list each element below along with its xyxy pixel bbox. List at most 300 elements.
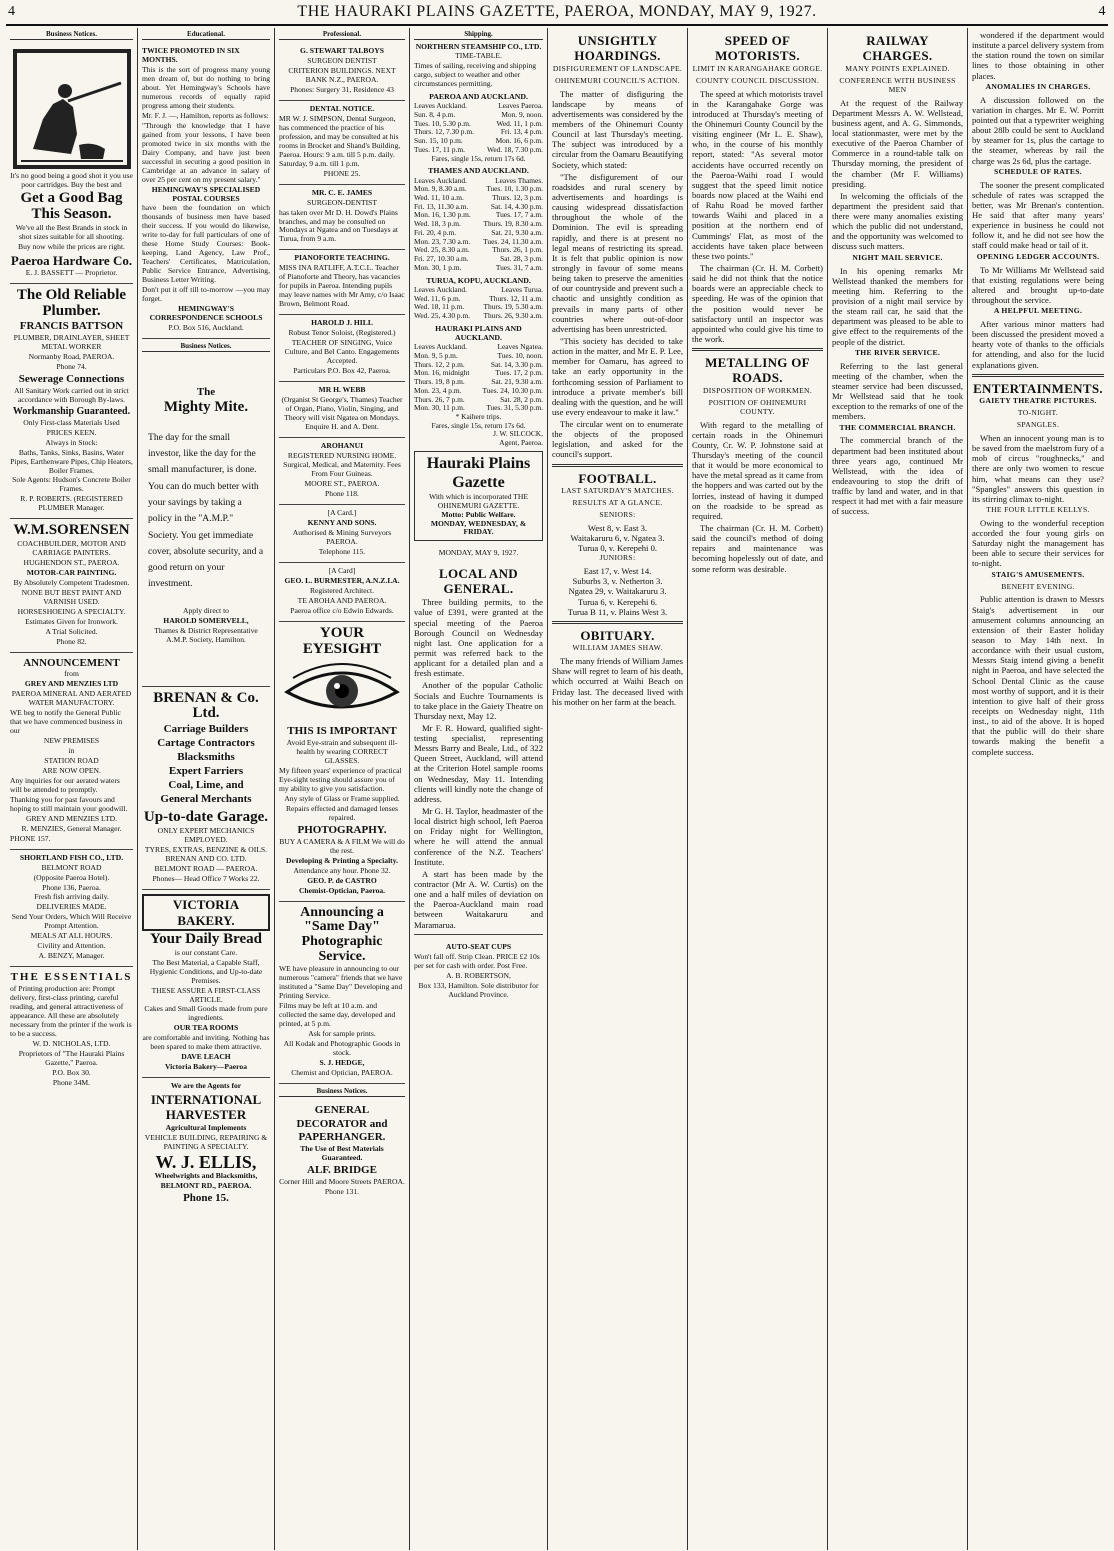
route-header-cell: Leaves Auckland.: [414, 284, 467, 294]
brenan-tyres: TYRES, EXTRAS, BENZINE & OILS.: [144, 844, 268, 854]
speed-body: [692, 89, 823, 345]
shortland-opp: (Opposite Paeroa Hotel).: [33, 872, 110, 882]
route-cell: Mon. 23, 4 p.m.: [414, 385, 462, 395]
route-cell: Mon. 16, 1.30 p.m.: [414, 210, 471, 220]
route-cell: Thurs. 26, 1 p.m.: [492, 245, 543, 255]
gazette-days: MONDAY, WEDNESDAY, & FRIDAY.: [430, 518, 527, 537]
piano-head: PIANOFORTE TEACHING.: [294, 253, 390, 263]
sorensen-trade: COACHBUILDER, MOTOR AND CARRIAGE PAINTERS.: [17, 539, 126, 557]
amp-body: The day for the small investor, like the day for the small manufacturer, is done. You can do much better with your savings by taking a policy in the "A.M.P." Society. You get immediate cover, absolute security, and a good return on your investment.: [148, 431, 264, 590]
route-header-cell: Leaves Ngatea.: [497, 342, 543, 352]
sorensen-tradesmen: By Absolutely Competent Tradesmen.: [13, 577, 130, 587]
speed-sub2: COUNTY COUNCIL DISCUSSION.: [695, 75, 820, 85]
kenny-card: [A Card.]: [327, 508, 357, 518]
tonight: TO-NIGHT.: [1017, 408, 1059, 418]
plumber-prices: PRICES KEEN.: [46, 427, 97, 437]
gm-sign: GREY AND MENZIES LTD.: [26, 813, 117, 823]
eyesight-dev: Developing & Printing a Specialty.: [285, 855, 398, 865]
hemingway-postal: HEMINGWAY'S SPECIALISED POSTAL COURSES: [151, 184, 261, 203]
eyesight-head: YOUR EYESIGHT: [302, 624, 382, 657]
helpful-body: After various minor matters had been discussed the president moved a hearty vote of thanks to the officials for attending, and also for the lucid explanations given.: [972, 319, 1104, 370]
gm-premises: NEW PREMISES: [43, 736, 100, 746]
hemingway-p3: have been the foundation on which thousands of business men have based their success. If you would do likewise, write to-day for full particulars of one of these Home Study Courses: Book-keeping, Land Agency, Law Prof., Teachers' Certificates, Matriculation, Public Service Entrance, Advertising, Business Letter Writing.: [142, 203, 270, 285]
burmester-body: TE AROHA AND PAEROA.: [297, 595, 387, 605]
hedge-kodak: All Kodak and Photographic Goods in stock.: [283, 1038, 401, 1057]
route-cell: Thurs. 19, 8 p.m.: [414, 377, 465, 387]
route-cell: Wed. 25, 8.30 a.m.: [414, 245, 470, 255]
route-cell: Tues. 31, 5.30 p.m.: [486, 403, 543, 413]
plumber-address: Normanby Road, PAEROA.: [28, 352, 115, 362]
autoseat-addr: Box 133, Hamilton. Sole distributor for Auckland Province.: [418, 980, 539, 999]
plumber-trades: PLUMBER, DRAINLAYER, SHEET METAL WORKER: [13, 333, 130, 352]
route-cell: Thurs. 26, 7 p.m.: [414, 394, 465, 404]
route-cell: Tues. 17, 11 p.m.: [414, 144, 465, 154]
kellys-body: Owing to the wonderful reception accorded the four young girls on Saturday night the management has been able to secure their services for to-night.: [972, 517, 1104, 569]
route-cell: Sat. 28, 2 p.m.: [500, 394, 543, 404]
eyesight-repairs: Repairs effected and damaged lenses repaired.: [285, 803, 399, 822]
schedule-head: SCHEDULE OF RATES.: [994, 166, 1082, 176]
hemingway-head: TWICE PROMOTED IN SIX MONTHS.: [142, 46, 240, 65]
shortland-phone: Phone 136, Paeroa.: [42, 882, 101, 892]
harvester-address: BELMONT RD., PAEROA.: [160, 1181, 252, 1191]
kenny-name: KENNY AND SONS.: [307, 518, 377, 528]
river-head: THE RIVER SERVICE.: [854, 347, 941, 357]
metal-body: [692, 420, 823, 574]
hemingway-box: P.O. Box 516, Auckland.: [168, 322, 244, 332]
gazette-name: Hauraki Plains Gazette: [426, 454, 531, 491]
eyesight-style: Any style of Glass or Frame supplied.: [284, 794, 400, 803]
column-3: [275, 28, 410, 1550]
burmester-name: GEO. L. BURMESTER, A.N.Z.I.A.: [284, 576, 400, 585]
autoseat-ad: [414, 939, 543, 1005]
bakery-ad: [142, 890, 270, 1078]
result-row: West 8, v. East 3.: [587, 522, 648, 533]
harvester-vehicle: VEHICLE BUILDING, REPAIRING & PAINTING A SPECIALTY.: [144, 1132, 268, 1151]
shipping-routes: [414, 92, 543, 448]
shortland-name: SHORTLAND FISH CO., LTD.: [19, 852, 124, 862]
commercial-head: THE COMMERCIAL BRANCH.: [839, 422, 956, 432]
metal-sub2: POSITION OF OHINEMURI COUNTY.: [708, 397, 807, 416]
shortland-address: BELMONT ROAD: [41, 862, 102, 872]
route-title: PAEROA AND AUCKLAND.: [429, 92, 528, 102]
route-header-cell: Leaves Turua.: [501, 284, 543, 294]
hedge-body: WE have pleasure in announcing to our numerous "camera" friends that we have instituted a "Same Day" Developing and Printing Service.: [279, 964, 403, 1001]
sorensen-trial: A Trial Solicited.: [45, 626, 98, 636]
kenny-body: Authorised & Mining Surveyors PAEROA.: [292, 528, 392, 547]
column-6: [688, 28, 828, 1550]
commercial-body: The commercial branch of the department had been instituted about three years ago, continued Mr Wellstead, with the idea of endeavouring to stop the drift of traffic by land and water, and in that respect it had met with a fair measure of success.: [832, 435, 963, 517]
gazette-with: With which is incorporated THE OHINEMURI GAZETTE.: [428, 491, 529, 510]
route-cell: Wed. 18, 7.30 p.m.: [486, 144, 543, 154]
page-number-right: 4: [1098, 4, 1106, 19]
gm-open: ARE NOW OPEN.: [42, 766, 101, 776]
sorensen-ad: [10, 519, 133, 652]
shortland-civility: Civility and Attention.: [37, 941, 106, 951]
obituary-sub: WILLIAM JAMES SHAW.: [572, 643, 663, 653]
bridge-phone: Phone 131.: [324, 1186, 360, 1196]
plumber-name: FRANCIS BATTSON: [19, 320, 124, 333]
local-paragraph: Mr F. R. Howard, qualified sight-testing specialist, representing Messrs Barry and Beale, Ltd., of 322 Queen Street, Auckland, will attend at the Criterion Hotel sample rooms on Wednesday, May 11. Intending clients will kindly note the change of address.: [414, 722, 543, 804]
essentials-box: P.O. Box 30.: [52, 1067, 91, 1077]
anomalies-body: A discussion followed on the variation in charges. Mr E. W. Porritt pointed out that a typewriter weighing about 28lb could be sent to Auckland by steamer for 1s, plus the cartage to the steamer, whereas by rail the charge was 2s 6d, plus the cartage.: [972, 94, 1104, 166]
plumber-sewerage: Sewerage Connections: [18, 373, 125, 386]
amp-rep: Thames & District Representative A.M.P. Society, Hamilton.: [154, 625, 258, 644]
hemingway-p4: Don't put it off till to-morrow —you may forget.: [142, 285, 270, 303]
webb-ad: [279, 382, 405, 438]
section-tab-business: Business Notices.: [142, 342, 270, 352]
route-cell: Mon. 9, 8.30 a.m.: [414, 184, 467, 194]
essentials-ad: [10, 967, 133, 1092]
hoardings-body: [552, 89, 683, 460]
brenan-garage: Up-to-date Garage.: [143, 808, 269, 825]
gm-phone: PHONE 157.: [10, 833, 51, 843]
route-title: TURUA, KOPU, AUCKLAND.: [426, 275, 531, 285]
harvester-ad: [142, 1078, 270, 1210]
route-foot2: Fares, single 15s, return 17s 6d.: [431, 420, 526, 430]
route-cell: Tues. 10, 1.30 p.m.: [486, 184, 543, 194]
brenan-l6: General Merchants: [160, 792, 252, 805]
metal-paragraph: The chairman (Cr. H. M. Corbett) said the council's method of doing repairs and maintenance was becoming hopelessly out of date, and some reform was desirable.: [692, 523, 823, 574]
sorensen-address: HUGHENDON ST., PAEROA.: [23, 557, 120, 567]
plumber-ad: [10, 284, 133, 519]
route-cell: Tues. 10, noon.: [497, 350, 543, 360]
route-cell: Fri. 13, 4 p.m.: [500, 127, 543, 137]
route-agent: J. W. SILCOCK,: [493, 429, 543, 439]
bakery-body: The Best Material, a Capable Staff, Hygienic Conditions, and Up-to-date Premises.: [149, 957, 263, 985]
masthead-title: THE HAURAKI PLAINS GAZETTE, PAEROA, MONDAY, MAY 9, 1927.: [297, 3, 817, 20]
column-2: [138, 28, 275, 1550]
essentials-body: of Printing production are: Prompt delivery, first-class printing, careful reading, and general attractiveness of appearance. All these are absolutely necessary from the printer if the work is to be a success.: [10, 984, 132, 1038]
amp-apply: Apply direct to: [183, 605, 229, 615]
juniors-head: JUNIORS:: [599, 553, 636, 563]
shortland-fish: Fresh fish arriving daily.: [34, 892, 109, 902]
arohanui-phone: Phone 118.: [325, 489, 359, 499]
hoardings-paragraph: The matter of disfiguring the landscape by means of advertisements was considered by the members of the Ohinemuri County Council at last Thursday's meeting. The subject was introduced by a circular from the Oamaru Beautifying Society, which stated:: [552, 88, 683, 170]
shortland-meals: MEALS AT ALL HOURS.: [30, 931, 113, 941]
james-ad: [279, 185, 405, 251]
col8-continuation: wondered if the department would institute a parcel delivery system from the station round the town on similar lines to those obtaining in other places.: [972, 30, 1104, 81]
james-name: MR. C. E. JAMES: [311, 187, 373, 197]
helpful-head: A HELPFUL MEETING.: [993, 306, 1083, 316]
river-body: Referring to the last general meeting of the chamber, when the steamer service had been discussed, Mr Wellstead said that he took exception to the remarks of one of the members.: [832, 360, 963, 422]
route-cell: Sat. 14, 3.30 p.m.: [490, 359, 543, 369]
metal-sub: DISPOSITION OF WORKMEN.: [702, 385, 813, 395]
bakery-tea: OUR TEA ROOMS: [173, 1023, 239, 1033]
gun-ad-headline: Get a Good Bag This Season.: [20, 190, 123, 222]
simpson-body: MR W. J. SIMPSON, Dental Surgeon, has commenced the practice of his profession, and may be consulted at his rooms in Brocket and Shand's Building, Paeroa. Hours: 9 a.m. till 5 p.m. daily. Saturday, 9 a.m. till 1 p.m.: [279, 113, 401, 168]
bakery-owner: DAVE LEACH: [181, 1052, 231, 1062]
autoseat-body: Won't fall off. Strip Clean. PRICE £2 10s per set for cash with order. Post Free.: [414, 951, 540, 970]
result-row: Ngatea 29, v. Waitakaruru 3.: [568, 586, 667, 597]
hoardings-sub: DISFIGUREMENT OF LANDSCAPE.: [552, 63, 683, 73]
hoardings-paragraph: The circular went on to enumerate the objects of the proposed legislation, and asked for the council's support.: [552, 419, 683, 460]
hill-name: HAROLD J. HILL: [311, 318, 373, 328]
plumber-stock: Baths, Tanks, Sinks, Basins, Water Pipes, Earthenware Pipes, Chip Heaters, Boiler Frames.: [10, 447, 133, 475]
spangles-head: SPANGLES.: [1016, 419, 1060, 429]
anomalies-head: ANOMALIES IN CHARGES.: [985, 81, 1091, 91]
speed-paragraph: The speed at which motorists travel in the Karangahake Gorge was introduced at Thursday's meeting of the Ohinemuri County Council by the visiting engineer (Mr L. E. Shaw), who, in the course of his monthly report, stated: "As several motor accidents have occurred recently on the Paeroa-Waihi road I would suggest that the speed limit notice boards now placed at the Waihi end of Rahu Road be moved farther towards Waihi and placed in a position at the northern end of Cummings' Flat, as most of the accidents have taken place between these two points.": [692, 88, 823, 261]
brenan-road: BELMONT ROAD — PAEROA.: [154, 864, 258, 874]
bakery-sign: Victoria Bakery—Paeroa: [164, 1062, 248, 1072]
route-cell: Mon. 23, 7.30 a.m.: [414, 236, 471, 246]
eyesight-name: GEO. P. de CASTRO: [307, 875, 377, 885]
sorensen-painting: MOTOR-CAR PAINTING.: [26, 567, 117, 577]
shortland-deliveries: DELIVERIES MADE.: [36, 902, 107, 912]
brenan-mechanics: ONLY EXPERT MECHANICS EMPLOYED.: [157, 825, 255, 844]
juniors-results: [552, 566, 683, 617]
ratliff-body: MISS INA RATLIFF, A.T.C.L. Teacher of Pianoforte and Theory, has vacancies for pupils in Paeroa. Intending pupils may leave names with Mr Amy, c/o Isaac Brown, Belmont Road.: [279, 263, 405, 309]
route-cell: Tues. 24, 10.30 p.m.: [482, 385, 543, 395]
gm-station: STATION ROAD: [44, 756, 99, 766]
route-cell: Sat. 14, 4.30 p.m.: [490, 201, 543, 211]
night-mail-body: In his opening remarks Mr Wellstead thanked the members for meeting him. Referring to the provision of a night mail service by the steam rail car, he said that the department was pleased to be able to give effect to the requirements of the people of the district.: [832, 265, 963, 347]
column-7: [828, 28, 968, 1550]
speed-head: SPEED OF MOTORISTS.: [715, 33, 800, 64]
route-cell: Tues. 24, 11.30 a.m.: [483, 236, 543, 246]
route-cell: Thurs. 19, 8.30 a.m.: [483, 219, 543, 229]
hoardings-head: UNSIGHTLY HOARDINGS.: [574, 33, 661, 64]
burmester-ad: [279, 563, 405, 622]
route-agent-title: Agent, Paeroa.: [499, 438, 543, 448]
hedge-ad: [279, 902, 405, 1084]
shortland-ad: [10, 850, 133, 967]
hemingway-school: HEMINGWAY'S CORRESPONDENCE SCHOOLS: [149, 303, 263, 322]
eyesight-exp: My fifteen years' experience of practical Eye-sight testing should assure you of my ability to give you satisfaction.: [279, 766, 402, 794]
route-cell: Tues. 31, 7 a.m.: [495, 262, 543, 272]
result-row: Turua B 11, v. Plains West 3.: [567, 606, 668, 617]
sorensen-phone: Phone 82.: [56, 636, 87, 646]
route-cell: Wed. 25, 4.30 p.m.: [414, 311, 471, 320]
hedge-title: Chemist and Optician, PAEROA.: [291, 1067, 393, 1077]
local-paragraph: Another of the popular Catholic Socials and Euchre Tournaments is to take place in the Gaiety Theatre on Thursday next, May 12.: [414, 680, 543, 721]
hill-title: Robust Tenor Soloist, (Registered.): [288, 328, 396, 338]
shipping-company: NORTHERN STEAMSHIP CO., LTD.: [415, 42, 542, 52]
burmester-office: Paeroa office c/o Edwin Edwards.: [290, 605, 394, 615]
speed-sub: LIMIT IN KARANGAHAKE GORGE.: [692, 63, 823, 73]
bakery-cakes: Cakes and Small Goods made from pure ingredients.: [144, 1004, 268, 1023]
railway-sub: MANY POINTS EXPLAINED.: [845, 63, 950, 73]
gm-in: in: [68, 746, 75, 756]
route-title: THAMES AND AUCKLAND.: [428, 166, 529, 176]
route-cell: Fri. 27, 10.30 a.m.: [414, 254, 469, 264]
route-cell: Mon. 9, 5 p.m.: [414, 350, 458, 360]
ledger-head: OPENING LEDGER ACCOUNTS.: [976, 251, 1100, 261]
hedge-announce: Announcing a "Same Day" Photographic Service.: [300, 904, 384, 964]
route-row: [414, 264, 543, 273]
railway-body: [832, 98, 963, 252]
gun-ad-proprietor: E. J. BASSETT — Proprietor.: [25, 267, 118, 277]
route-cell: Thurs. 12, 3 p.m.: [492, 193, 543, 202]
eyesight-title: Chemist-Optician, Paeroa.: [298, 885, 386, 895]
harvester-name: INTERNATIONAL HARVESTER: [150, 1092, 262, 1123]
webb-body: (Organist St George's, Thames) Teacher of Organ, Piano, Violin, Singing, and Theory will visit Ngatea on Mondays. Enquire H. and A. Dent.: [281, 394, 403, 431]
amp-the: The: [196, 386, 216, 399]
simpson-ad: [279, 101, 405, 185]
route-cell: Wed. 11, 1 p.m.: [496, 118, 543, 128]
gm-body: WE beg to notify the General Public that we have commenced business in our: [10, 708, 123, 736]
route-cell: Sun. 15, 10 p.m.: [414, 136, 463, 146]
autoseat-name: A. B. ROBERTSON,: [446, 970, 511, 980]
kenny-phone: Telephone 115.: [318, 547, 366, 557]
route-cell: Thurs. 12, 11 a.m.: [489, 293, 543, 303]
route-cell: Wed. 18, 11 p.m.: [414, 302, 465, 312]
brenan-l1: Carriage Builders: [163, 723, 249, 736]
route-header-cell: Leaves Thames.: [495, 175, 543, 185]
route-foot1: * Kaihere trips.: [455, 411, 502, 421]
route-cell: Wed. 18, 3 p.m.: [414, 219, 461, 229]
column-5: [548, 28, 688, 1550]
brenan-l4: Expert Farriers: [168, 764, 244, 777]
obituary-body: The many friends of William James Shaw will regret to learn of his death, which occurred at Waihi Beach on Friday last. The deceased lived with his mother on her farm at the beach.: [552, 656, 683, 707]
grey-menzies-ad: [10, 653, 133, 850]
shortland-orders: Send Your Orders, Which Will Receive Prompt Attention.: [11, 912, 132, 931]
route-cell: Fri. 20, 4 p.m.: [414, 227, 457, 237]
kenny-ad: [279, 505, 405, 563]
plumber-headline: The Old Reliable Plumber.: [16, 286, 127, 319]
column-1: [6, 28, 138, 1550]
route-cell: Tues. 17, 7 a.m.: [495, 210, 543, 220]
bridge-best: The Use of Best Materials Guaranteed.: [300, 1143, 384, 1162]
eyesight-ad: [279, 622, 405, 902]
harvester-firm: W. J. ELLIS,: [155, 1151, 257, 1172]
plumber-materials: Only First-class Materials Used: [23, 417, 120, 427]
plumber-manager: R. P. ROBERTS. (REGISTERED PLUMBER Manager.: [20, 494, 123, 513]
route-cell: Mon. 30, 11 p.m.: [414, 403, 465, 413]
gm-manager: R. MENZIES, General Manager.: [21, 823, 122, 833]
gun-ad-firm: Paeroa Hardware Co.: [10, 252, 133, 268]
column-8: [968, 28, 1108, 1550]
kellys-head: THE FOUR LITTLE KELLYS.: [986, 504, 1090, 514]
route-cell: Thurs. 12, 7.30 p.m.: [414, 127, 474, 137]
harvester-phone: Phone 15.: [183, 1192, 229, 1205]
eyesight-important: THIS IS IMPORTANT: [287, 725, 397, 738]
harvester-sub: Agricultural Implements: [165, 1122, 247, 1132]
section-tab: Shipping.: [414, 30, 543, 40]
bridge-head: DECORATOR and PAPERHANGER.: [296, 1117, 388, 1143]
shortland-manager: A. BENZY, Manager.: [38, 951, 105, 961]
local-paragraph: Three building permits, to the value of £391, were granted at the special meeting of the Paeroa Borough Council on Wednesday night last. One application for a permit was referred back to the applicant for a detailed plan and a fresh estimate.: [414, 597, 543, 679]
talboys-bldg: CRITERION BUILDINGS. NEXT BANK N.Z., PAEROA.: [288, 66, 396, 85]
route-cell: Tues. 17, 2 p.m.: [495, 368, 543, 378]
route-cell: Thurs. 26, 9.30 a.m.: [483, 311, 543, 320]
gm-firm: GREY AND MENZIES LTD: [24, 679, 119, 689]
result-row: Turua 6, v. Kerepehi 6.: [577, 596, 658, 607]
plumber-stock-head: Always in Stock:: [45, 437, 98, 447]
route-header-cell: Leaves Auckland.: [414, 175, 467, 185]
hill-box: Particulars P.O. Box 42, Paeroa.: [293, 365, 391, 375]
speed-paragraph: The chairman (Cr. H. M. Corbett) said he did not think that the notice boards were an appreciable check to speeding. He was of the opinion that the position would never be satisfactory until an inspector was appointed who could give his time to the work.: [692, 262, 823, 344]
results-head: RESULTS AT A GLANCE.: [572, 497, 663, 507]
railway-sub2: CONFERENCE WITH BUSINESS MEN: [839, 75, 956, 94]
hardware-ad: [10, 43, 133, 284]
simpson-phone: PHONE 25.: [323, 168, 361, 178]
gm-products: PAEROA MINERAL AND AERATED WATER MANUFACTORY.: [11, 689, 132, 708]
brenan-l3: Blacksmiths: [177, 750, 235, 763]
hemingway-p2: Mr. F. J. —, Hamilton, reports as follows:: [142, 110, 269, 120]
harvester-trade: Wheelwrights and Blacksmiths,: [154, 1171, 258, 1181]
railway-paragraph: In welcoming the officials of the department the president said that there were many anomalies existing which the public did not understand, and the opportunity was welcomed to discuss such matters.: [832, 190, 963, 252]
route-cell: Mon. 30, 1 p.m.: [414, 262, 462, 272]
essentials-phone: Phone 34M.: [52, 1077, 91, 1087]
harvester-agents: We are the Agents for: [170, 1081, 242, 1091]
local-paragraph: Mr G. H. Taylor, headmaster of the local district high school, left Paeroa on Friday night for Wellington, where he will attend the annual conference of the N.Z. Teachers' Institute.: [414, 806, 543, 867]
route-header-cell: Leaves Auckland.: [414, 101, 467, 111]
staig-head: STAIG'S AMUSEMENTS.: [991, 569, 1085, 579]
gaiety-head: GAIETY THEATRE PICTURES.: [979, 396, 1097, 406]
eyesight-camera: BUY A CAMERA & A FILM We will do the rest.: [279, 836, 405, 855]
sorensen-paint: NONE BUT BEST PAINT AND VARNISH USED.: [21, 587, 122, 606]
hedge-name: S. J. HEDGE,: [319, 1057, 365, 1067]
arohanui-ad: [279, 438, 405, 506]
hill-body: TEACHER OF SINGING, Voice Culture, and Bel Canto. Engagements Accepted.: [284, 337, 400, 365]
james-title: SURGEON-DENTIST: [306, 197, 378, 207]
bridge-name: ALF. BRIDGE: [307, 1163, 377, 1176]
amp-head: Mighty Mite.: [163, 399, 249, 416]
brenan-name: BRENAN & Co. Ltd.: [153, 689, 259, 722]
football-sub: LAST SATURDAY'S MATCHES.: [561, 485, 674, 495]
brenan-ad: [142, 687, 270, 891]
route-cell: Thurs. 19, 5.30 a.m.: [483, 302, 543, 312]
arohanui-sub: REGISTERED NURSING HOME.: [287, 450, 397, 460]
seniors-head: SENIORS:: [599, 509, 636, 519]
bridge-ad: [279, 1100, 405, 1202]
talboys-title: SURGEON DENTIST: [307, 56, 377, 66]
essentials-props: Proprietors of "The Hauraki Plains Gazette," Paeroa.: [18, 1048, 125, 1067]
local-general-head: LOCAL AND GENERAL.: [439, 565, 518, 596]
metal-paragraph: With regard to the metalling of certain roads in the Ohinemuri County, Cr. W. P. Johnstone said at Thursday's meeting of the council that it would be more economical to have the metal spread as it came from the hoppers and was carted out by the lorries, instead of having it dumped on the roadside to be spread as required.: [692, 419, 823, 521]
result-row: Turua 0, v. Kerepehi 0.: [577, 543, 658, 554]
route-cell: Mon. 9, noon.: [501, 109, 543, 119]
route-cell: Sat. 28, 3 p.m.: [500, 254, 543, 264]
amp-name: HAROLD SOMERVELL,: [163, 615, 249, 625]
eyesight-photo: PHOTOGRAPHY.: [297, 823, 387, 836]
route-row: [414, 312, 543, 321]
route-fares: Fares, single 15s, return 17s 6d.: [431, 153, 526, 163]
schedule-body: The sooner the present complicated schedule of rates was scrapped the better, was Mr Brenan's contention. He said that after many years' experience in business he could not follow it, and he did not see how the staff could make head or tail of it.: [972, 179, 1104, 251]
bakery-name: VICTORIA BAKERY.: [142, 894, 270, 931]
brenan-phones: Phones— Head Office 7 Works 22.: [152, 874, 260, 884]
ledger-body: To Mr Williams Mr Wellstead said that existing regulations were being altered and brought up-to-date throughout the service.: [972, 264, 1104, 305]
result-row: East 17, v. West 14.: [583, 566, 652, 577]
spangles-body: When an innocent young man is to be saved from the maelstrom fury of a mob of circus "roughnecks," and there are only two women to rescue him, what means can they use? "Spangles" answers this question in its stirring climax to-night.: [972, 432, 1104, 504]
amp-ad: [142, 355, 270, 687]
shipping-timetable: [414, 43, 543, 448]
talboys-ad: [279, 43, 405, 101]
hoardings-sub2: OHINEMURI COUNCIL'S ACTION.: [555, 75, 680, 85]
sorensen-estimates: Estimates Given for Ironwork.: [25, 616, 118, 626]
route-header-cell: Leaves Auckland.: [414, 342, 467, 352]
night-mail-head: NIGHT MAIL SERVICE.: [852, 252, 943, 262]
benefit-body: Public attention is drawn to Messrs Staig's advertisement in our amusement columns announcing an extension of their Easter holiday season to May 14th next. In accordance with their usual custom, Messrs Staig intend giving a benefit night in Paeroa, and have selected the School Dental Clinic as the cause most worthy of support, and it is their intention to give half of their gross receipts on Wednesday night, 11th inst., to aid of the above. It is hoped that the public will do their share towards making the benefit a complete success.: [972, 594, 1104, 757]
railway-paragraph: At the request of the Railway Department Messrs A. W. Wellstead, business agent, and A. G. Simmonds, local stationmaster, were met by the executive of the Paeroa Chamber of Commerce in a round-table talk on Thursday morning, the president of the chamber (Mr F. Williams) presiding.: [832, 97, 963, 189]
bakery-sub: is our constant Care.: [174, 947, 238, 957]
brenan-l5: Coal, Lime, and: [168, 778, 244, 791]
route-cell: Sun. 8, 4 p.m.: [414, 109, 456, 119]
gm-from: from: [64, 669, 79, 679]
ratliff-ad: [279, 250, 405, 315]
gm-thanks: Thanking you for past favours and hoping to still maintain your goodwill.: [10, 794, 128, 813]
plumber-sewerage-body: All Sanitary Work carried out in strict accordance with Borough By-laws.: [14, 386, 129, 404]
arohanui-name: AROHANUI: [320, 440, 364, 450]
bridge-general: GENERAL: [314, 1103, 370, 1116]
page-number-left: 4: [8, 4, 16, 19]
metal-head: METALLING OF ROADS.: [705, 355, 810, 386]
arohanui-addr: MOORE ST., PAEROA.: [304, 479, 380, 489]
route-cell: Wed. 11, 10 a.m.: [414, 193, 464, 202]
entertainments-head: ENTERTAINMENTS.: [973, 380, 1103, 396]
benefit-head: BENEFIT EVENING.: [1001, 581, 1075, 591]
section-tab: Professional.: [279, 30, 405, 40]
